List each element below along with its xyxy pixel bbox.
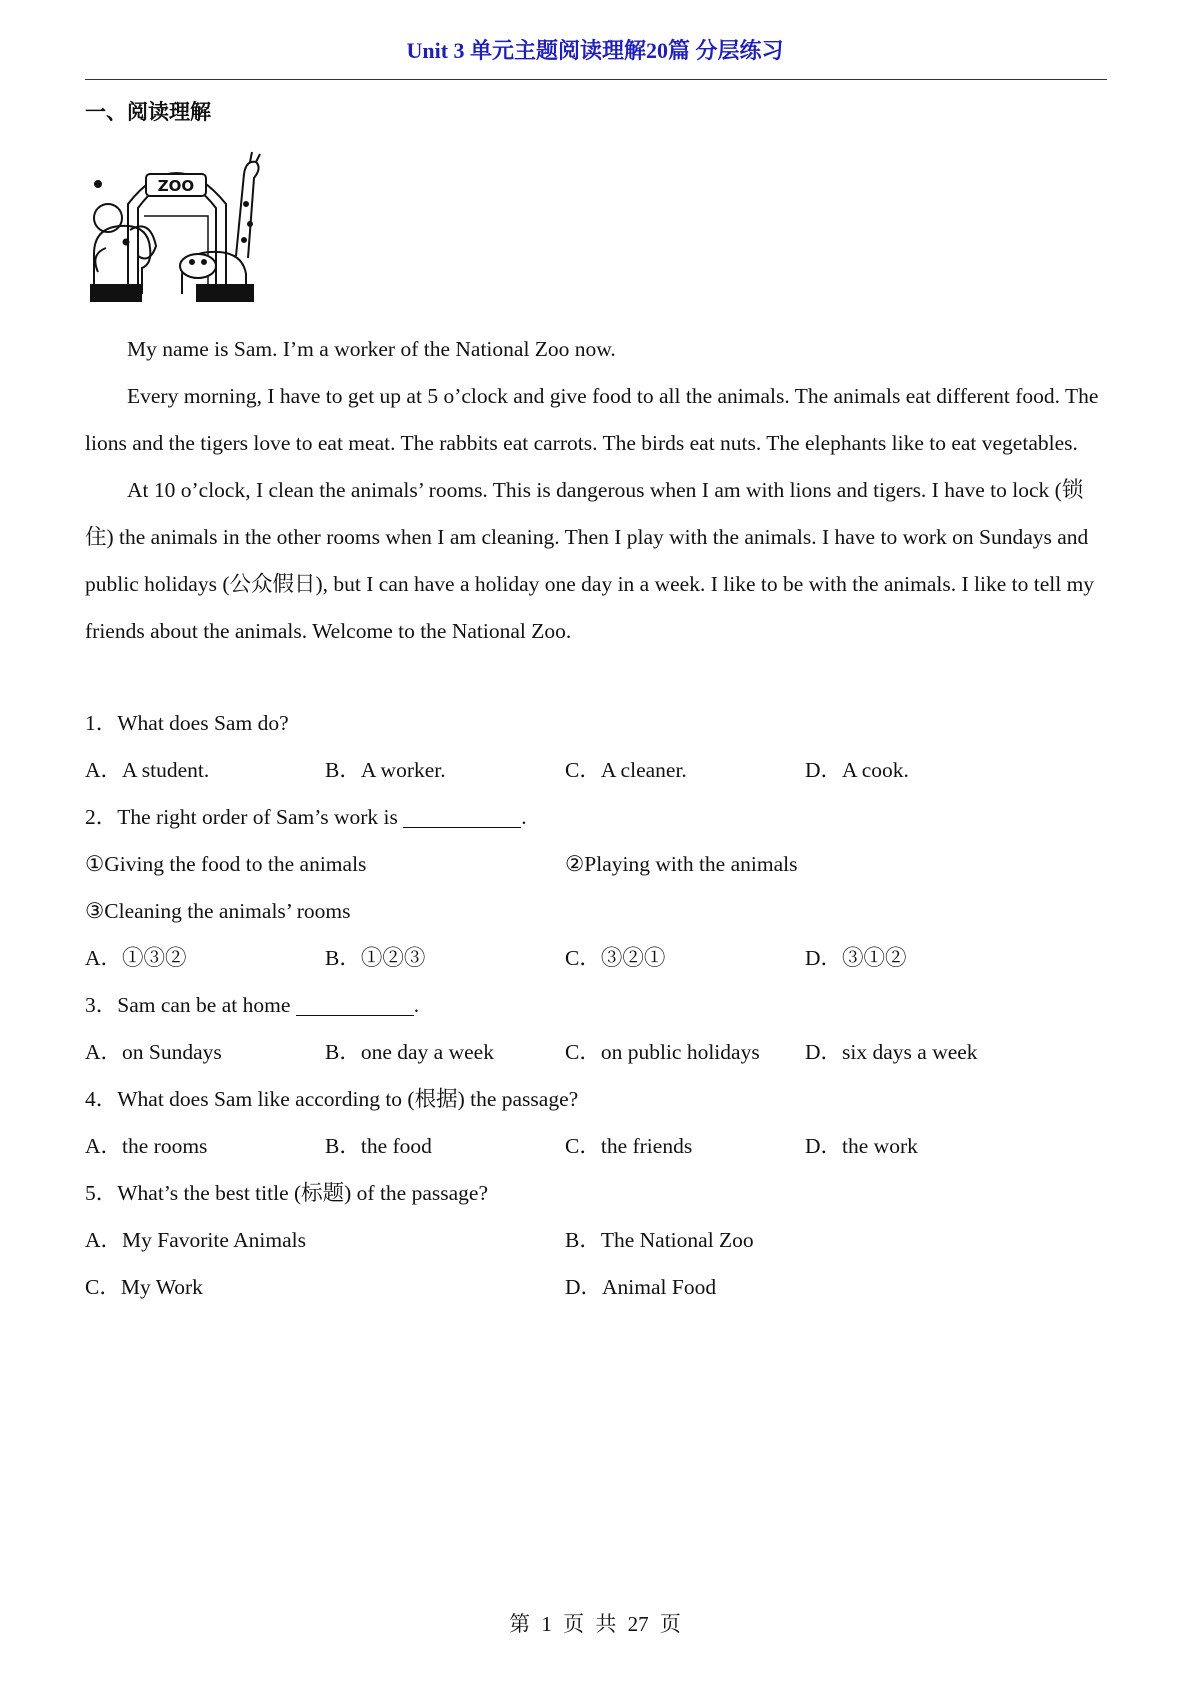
- q2-stem-text: 2．The right order of Sam’s work is: [85, 805, 398, 829]
- section-heading: 一、阅读理解: [85, 100, 211, 124]
- passage-paragraph: At 10 o’clock, I clean the animals’ rooms. This is dangerous when I am with lions and tigers. I have to lock (锁住) the animals in the other rooms when I am cleaning. Then I play with the animals. I have to work on Sundays and public holidays (公众假日), but I can have a holiday one day in a week. I like to be with the animals. I like to tell my friends about the animals. Welcome to the National Zoo.: [85, 478, 1095, 643]
- passage-paragraph: Every morning, I have to get up at 5 o’clock and give food to all the animals. The animals eat different food. The lions and the tigers love to eat meat. The rabbits eat carrots. The birds eat nuts. The elephants like to eat vegetables.: [85, 384, 1099, 455]
- question-2-items: [85, 841, 1107, 888]
- document-header-title: Unit 3 单元主题阅读理解20篇 分层练习: [406, 38, 784, 63]
- q3-option-d[interactable]: D．six days a week: [805, 1040, 978, 1064]
- header-divider: [85, 79, 1107, 80]
- question-4-options: [85, 1123, 1107, 1170]
- q1-option-c[interactable]: C．A cleaner.: [565, 758, 687, 782]
- q3-stem-text: 3．Sam can be at home: [85, 993, 291, 1017]
- zoo-sign-text: ZOO: [157, 177, 195, 195]
- q4-option-c[interactable]: C．the friends: [565, 1134, 693, 1158]
- question-3-options: [85, 1029, 1107, 1076]
- q2-option-b[interactable]: B．①②③: [325, 946, 426, 970]
- q1-option-d[interactable]: D．A cook.: [805, 758, 909, 782]
- q2-option-a[interactable]: A．①③②: [85, 946, 187, 970]
- q2-item-1: ①Giving the food to the animals: [85, 852, 367, 876]
- question-list: [85, 700, 1107, 1311]
- question-5-options: [85, 1264, 1107, 1311]
- q3-stem-end: .: [413, 993, 420, 1017]
- question-5-stem: 5．What’s the best title (标题) of the passage?: [85, 1181, 489, 1205]
- q2-answer-blank[interactable]: [403, 805, 521, 828]
- q1-option-a[interactable]: A．A student.: [85, 758, 210, 782]
- q4-option-b[interactable]: B．the food: [325, 1134, 432, 1158]
- question-1-options: [85, 747, 1107, 794]
- question-2-items: [85, 888, 1107, 935]
- q4-option-d[interactable]: D．the work: [805, 1134, 918, 1158]
- q2-item-2: ②Playing with the animals: [565, 852, 798, 876]
- question-5-options: [85, 1217, 1107, 1264]
- q5-option-a[interactable]: A．My Favorite Animals: [85, 1228, 306, 1252]
- question-2-stem: [85, 794, 1107, 841]
- q1-option-b[interactable]: B．A worker.: [325, 758, 446, 782]
- zoo-illustration: [86, 144, 264, 306]
- question-2-options: [85, 935, 1107, 982]
- q5-option-c[interactable]: C．My Work: [85, 1275, 203, 1299]
- passage-paragraph: My name is Sam. I’m a worker of the National Zoo now.: [127, 337, 616, 361]
- q5-option-d[interactable]: D．Animal Food: [565, 1275, 717, 1299]
- q3-option-b[interactable]: B．one day a week: [325, 1040, 494, 1064]
- q2-item-3: ③Cleaning the animals’ rooms: [85, 899, 351, 923]
- q2-option-d[interactable]: D．③①②: [805, 946, 907, 970]
- q2-option-c[interactable]: C．③②①: [565, 946, 666, 970]
- question-3-stem: [85, 982, 1107, 1029]
- q4-option-a[interactable]: A．the rooms: [85, 1134, 208, 1158]
- question-4-stem: 4．What does Sam like according to (根据) the passage?: [85, 1087, 579, 1111]
- question-1-stem: 1．What does Sam do?: [85, 711, 289, 735]
- q2-stem-end: .: [521, 805, 527, 829]
- q3-option-a[interactable]: A．on Sundays: [85, 1040, 222, 1064]
- page-number-footer: 第 1 页 共 27 页: [509, 1612, 681, 1636]
- q5-option-b[interactable]: B．The National Zoo: [565, 1228, 754, 1252]
- reading-passage: [85, 326, 1107, 655]
- q3-option-c[interactable]: C．on public holidays: [565, 1040, 760, 1064]
- q3-answer-blank[interactable]: [296, 993, 414, 1016]
